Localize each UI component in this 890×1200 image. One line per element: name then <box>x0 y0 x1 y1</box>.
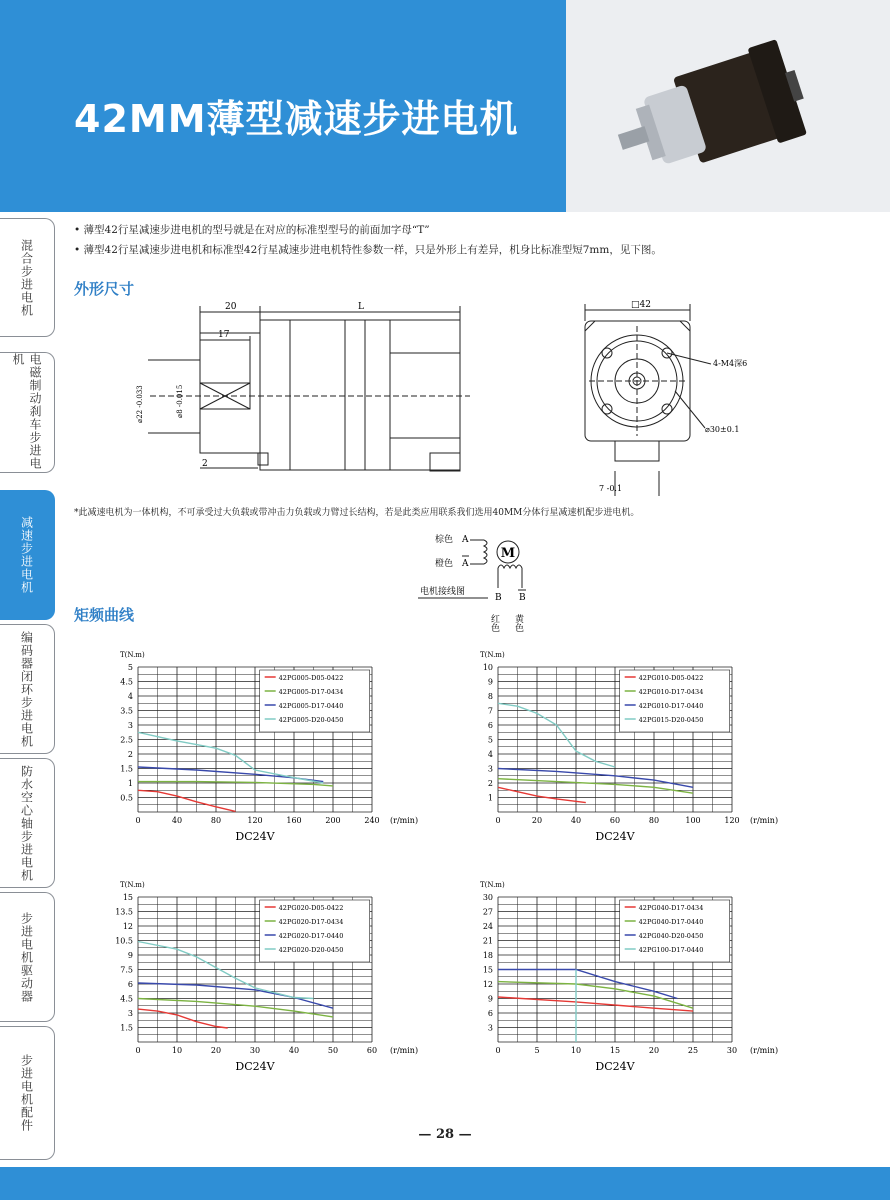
legend-label: 42PG020-D17-0434 <box>278 918 344 926</box>
tab-label: 防水空心轴步进电机 <box>19 764 34 882</box>
y-tick-label: 6 <box>487 1009 493 1018</box>
x-axis-label: (r/min) <box>390 1046 419 1055</box>
x-tick-label: 200 <box>325 816 341 825</box>
dim-20: 20 <box>225 302 237 312</box>
y-tick-label: 4 <box>487 750 493 759</box>
x-tick-label: 0 <box>135 1046 141 1055</box>
warning-note: *此减速电机为一体机构，不可承受过大负载或带冲击力负载或力臂过长结构，若是此类应用联系我们选用40MM分体行星减速机配步进电机。 <box>74 508 640 518</box>
y-tick-label: 1 <box>487 793 493 803</box>
series-line <box>138 790 236 811</box>
chart-caption: DC24V <box>595 1060 635 1073</box>
y-tick-label: 10 <box>482 663 493 672</box>
x-tick-label: 0 <box>495 1046 501 1055</box>
x-tick-label: 20 <box>531 816 543 825</box>
x-tick-label: 40 <box>570 816 582 825</box>
wire-abar-label: A <box>462 559 469 569</box>
y-tick-label: 3 <box>487 764 493 774</box>
dim-pilot: ⌀30±0.1 <box>705 425 740 434</box>
torque-chart-2 <box>470 645 790 843</box>
legend-label: 42PG100-D17-0440 <box>638 946 704 954</box>
x-tick-label: 60 <box>366 1046 378 1055</box>
chart-caption: DC24V <box>235 830 275 843</box>
chart-caption: DC24V <box>595 830 635 843</box>
motor-photo <box>566 0 890 212</box>
legend-label: 42PG010-D05-0422 <box>638 674 704 682</box>
motor-symbol: M <box>500 546 516 561</box>
y-tick-label: 24 <box>482 922 493 931</box>
y-tick-label: 5 <box>487 735 493 745</box>
side-view-drawing <box>130 298 480 478</box>
legend-label: 42PG010-D17-0434 <box>638 688 704 696</box>
series-line <box>138 1009 228 1028</box>
series-line <box>138 732 323 783</box>
intro-bullets <box>74 220 662 260</box>
footer-bar <box>0 1167 890 1200</box>
dim-L: L <box>358 302 364 312</box>
legend-label: 42PG040-D17-0440 <box>638 918 704 926</box>
dim-shaft-small: ⌀8 -0.015 <box>176 384 184 418</box>
x-tick-label: 15 <box>609 1046 621 1055</box>
x-tick-label: 0 <box>135 816 141 825</box>
y-tick-label: 4.5 <box>120 994 133 1004</box>
x-tick-label: 60 <box>609 816 621 825</box>
wire-yellow-label: 黄色 <box>513 614 523 632</box>
legend-label: 42PG015-D20-0450 <box>638 716 704 724</box>
y-tick-label: 15 <box>122 893 133 902</box>
y-tick-label: 4.5 <box>120 677 133 687</box>
y-tick-label: 6 <box>487 721 493 730</box>
tab-label: 编码器闭环步进电机 <box>19 630 34 748</box>
bullet-item: • 薄型42行星减速步进电机的型号就是在对应的标准型型号的前面加字母“T” <box>74 224 430 236</box>
y-tick-label: 12 <box>482 980 493 989</box>
y-tick-label: 1.5 <box>120 1023 133 1033</box>
x-tick-label: 10 <box>171 1046 183 1055</box>
x-tick-label: 240 <box>364 816 380 825</box>
tab-label: 步进电机配件 <box>19 1054 34 1132</box>
x-tick-label: 80 <box>210 816 222 825</box>
legend-label: 42PG005-D05-0422 <box>278 674 344 682</box>
x-tick-label: 10 <box>570 1046 582 1055</box>
x-tick-label: 30 <box>726 1046 738 1055</box>
y-tick-label: 3.5 <box>120 706 133 716</box>
y-tick-label: 9 <box>487 994 493 1004</box>
y-tick-label: 1.5 <box>120 764 133 774</box>
tab-waterproof[interactable] <box>0 758 55 888</box>
y-axis-label: T(N.m) <box>120 651 145 659</box>
tab-brake-stepper[interactable] <box>0 352 55 473</box>
wire-red-label: 红色 <box>489 614 499 632</box>
y-tick-label: 7 <box>487 706 493 716</box>
y-tick-label: 6 <box>127 980 133 989</box>
y-tick-label: 3 <box>487 1023 493 1033</box>
legend-label: 42PG020-D20-0450 <box>278 946 344 954</box>
x-tick-label: 120 <box>247 816 263 825</box>
legend-label: 42PG005-D17-0440 <box>278 702 344 710</box>
series-line <box>138 767 323 782</box>
x-axis-label: (r/min) <box>750 816 779 825</box>
x-tick-label: 80 <box>648 816 660 825</box>
tab-hybrid-stepper[interactable] <box>0 218 55 337</box>
x-tick-label: 5 <box>534 1046 540 1055</box>
legend-label: 42PG005-D17-0434 <box>278 688 344 696</box>
y-tick-label: 18 <box>482 951 493 960</box>
series-line <box>498 787 586 802</box>
y-tick-label: 7.5 <box>120 965 133 975</box>
tab-closed-loop[interactable] <box>0 624 55 754</box>
y-tick-label: 5 <box>127 663 133 672</box>
torque-chart-1 <box>110 645 430 843</box>
y-tick-label: 4 <box>127 692 133 701</box>
tab-label: 减速步进电机 <box>19 516 34 594</box>
x-tick-label: 25 <box>687 1046 699 1055</box>
section-torque-title: 矩频曲线 <box>74 606 135 624</box>
x-tick-label: 20 <box>648 1046 660 1055</box>
legend-label: 42PG020-D17-0440 <box>278 932 344 940</box>
wire-a-label: A <box>462 535 469 545</box>
x-tick-label: 40 <box>171 816 183 825</box>
y-tick-label: 0.5 <box>120 793 133 803</box>
y-tick-label: 9 <box>127 951 133 960</box>
wire-orange-label: 橙色 <box>435 559 454 569</box>
x-tick-label: 0 <box>495 816 501 825</box>
tab-driver[interactable] <box>0 892 55 1022</box>
y-tick-label: 27 <box>482 907 493 917</box>
y-tick-label: 9 <box>487 677 493 687</box>
y-tick-label: 3 <box>127 1009 133 1018</box>
legend-label: 42PG020-D05-0422 <box>278 904 344 912</box>
dim-7: 7 -0.1 <box>599 484 623 493</box>
y-tick-label: 21 <box>482 936 493 946</box>
dim-2: 2 <box>202 459 208 469</box>
torque-chart-4 <box>470 875 790 1073</box>
page-title: 42MM薄型减速步进电机 <box>74 97 519 141</box>
x-axis-label: (r/min) <box>750 1046 779 1055</box>
page-number: — 28 — <box>418 1127 472 1142</box>
torque-chart-3 <box>110 875 430 1073</box>
y-tick-label: 10.5 <box>115 936 133 946</box>
y-axis-label: T(N.m) <box>120 881 145 889</box>
x-tick-label: 120 <box>724 816 740 825</box>
legend-label: 42PG040-D17-0434 <box>638 904 704 912</box>
legend-label: 42PG010-D17-0440 <box>638 702 704 710</box>
x-tick-label: 30 <box>249 1046 261 1055</box>
chart-caption: DC24V <box>235 1060 275 1073</box>
y-tick-label: 15 <box>482 965 493 975</box>
y-tick-label: 8 <box>487 692 493 701</box>
y-tick-label: 2 <box>127 750 133 759</box>
legend-label: 42PG040-D20-0450 <box>638 932 704 940</box>
tab-label: 混合步进电机 <box>19 238 34 317</box>
wiring-diagram <box>410 528 550 632</box>
front-view-drawing <box>575 296 775 496</box>
x-tick-label: 100 <box>685 816 701 825</box>
tab-label: 电磁制动刹车步进电机 <box>11 353 42 470</box>
dim-holes: 4-M4深6 <box>713 359 748 368</box>
y-tick-label: 2 <box>487 779 493 788</box>
x-axis-label: (r/min) <box>390 816 419 825</box>
legend-label: 42PG005-D20-0450 <box>278 716 344 724</box>
y-tick-label: 2.5 <box>120 735 133 745</box>
wire-bbar-label: B <box>519 593 526 603</box>
motor-illustration <box>566 0 890 212</box>
wiring-caption: 电机接线图 <box>420 587 466 597</box>
y-axis-label: T(N.m) <box>480 651 505 659</box>
y-tick-label: 1 <box>127 779 133 788</box>
y-tick-label: 3 <box>127 721 133 730</box>
y-tick-label: 30 <box>482 893 493 902</box>
section-dimensions-title: 外形尺寸 <box>74 280 135 298</box>
tab-label: 步进电机驱动器 <box>19 911 34 1003</box>
dim-17: 17 <box>218 330 230 340</box>
dim-shaft: ⌀22 -0.033 <box>136 385 144 423</box>
dim-square: □42 <box>631 300 651 310</box>
wire-b-label: B <box>495 593 502 603</box>
wire-brown-label: 棕色 <box>435 535 454 545</box>
y-tick-label: 13.5 <box>115 907 133 917</box>
x-tick-label: 50 <box>327 1046 339 1055</box>
y-axis-label: T(N.m) <box>480 881 505 889</box>
bullet-item: • 薄型42行星减速步进电机和标准型42行星减速步进电机特性参数一样，只是外形上有差异，机身比标准型短7mm，见下图。 <box>74 244 662 256</box>
y-tick-label: 12 <box>122 922 133 931</box>
x-tick-label: 40 <box>288 1046 300 1055</box>
x-tick-label: 160 <box>286 816 302 825</box>
tab-gear-stepper[interactable] <box>0 490 55 620</box>
x-tick-label: 20 <box>210 1046 222 1055</box>
